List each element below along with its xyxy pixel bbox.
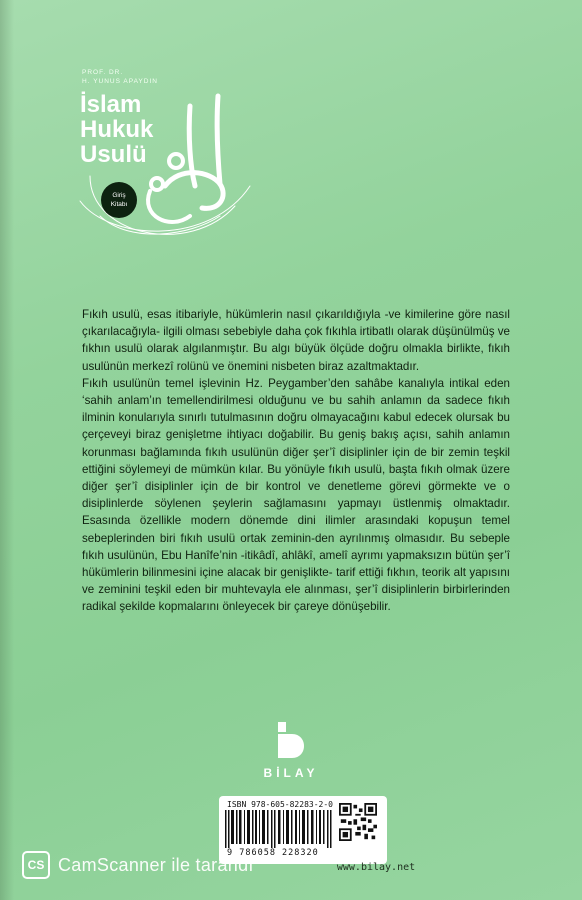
author-title: PROF. DR. (82, 69, 124, 76)
title-line-2: Hukuk (80, 116, 154, 143)
isbn-text: ISBN 978-605-82283-2-0 (227, 800, 333, 809)
badge-line-1: Giriş (112, 192, 126, 199)
blurb-text (82, 306, 510, 616)
barcode-icon (225, 810, 333, 848)
author-full-name: H. YUNUS APAYDIN (82, 78, 158, 85)
barcode-digits: 9 786058 228320 (227, 848, 319, 858)
blurb-paragraph-2: Fıkıh usulünün temel işlevinin Hz. Peygamber’den sahâbe kanalıyla intikal eden ‘sahih anlam’ın temellendirilmesi olduğunu ve bu sahih anlamın da sadece fıkıh ilminin konularıyla sınırlı tutulmasının doğru olmayacağını kabul edecek olursak bu çerçeveyi biraz genişletme ihtiyacı doğabilir. Bu geniş bakış açısı, sahih anlamın korunması bağlamında fıkıh usulünün diğer şer’î disiplinler için de bir zemin teşkil ettiğini söylemeyi de mümkün kılar. Bu yönüyle fıkıh usulü, başta fıkıh olmak üzere diğer şer’î disiplinler için de bir kontrol ve denetleme görevi görmekte ve o disiplinlerde söylenen şeylerin sağlamasını yapmayı üstlenmiş olmaktadır. Esasında özellikle modern dönemde dini ilimler arasındaki kopuşun temel sebeplerinden biri fıkıh usulü ortak zeminin-den ayrılınmış olmasıdır. Bu sebeple fıkıh usulünün, Ebu Hanîfe’nin -itikâdî, ahlâkî, amelî ayrımı yapmaksızın bütün şer’î hükümlerin bilinmesini içine alacak bir genişlikte- tarif ettiği fıkhın, teorik alt yapısını ve zeminini teşkil eden bir muhtevayla ele alınması, şer’î disiplinlerin birbirlerinden radikal şekilde kopmalarını önleyecek bir çareye dönüşebilir. (82, 376, 510, 614)
publisher-name: BİLAY (263, 766, 319, 780)
publisher-logo-icon (274, 722, 308, 762)
intro-book-badge (101, 182, 137, 218)
camscanner-text: CamScanner ile tarandı (58, 854, 254, 875)
blurb-paragraph-1: Fıkıh usulü, esas itibariyle, hükümlerin nasıl çıkarıldığıyla -ve kimilerine göre nasıl çıkarılacağıyla- ilgili olması sebebiyle daha çok fıkıhla irtibatlı olarak düşünülmüş ve fıkhın usulü olarak algılanmıştır. Bu algı büyük ölçüde doğru olmakla birlikte, fıkıh usulünün merkezî rolünü ve önemini nisbeten biraz azaltmaktadır. (82, 308, 510, 373)
camscanner-watermark (22, 851, 254, 879)
author-name (82, 68, 158, 86)
badge-line-2: Kitabı (110, 201, 128, 208)
book-title (80, 92, 153, 167)
title-line-3: Usulü (80, 141, 147, 168)
camscanner-logo-icon: CS (22, 851, 50, 879)
qr-code-icon (339, 803, 377, 841)
title-line-1: İslam (80, 91, 142, 118)
spine-shadow (0, 0, 14, 900)
publisher-website: www.bilay.net (336, 862, 416, 873)
